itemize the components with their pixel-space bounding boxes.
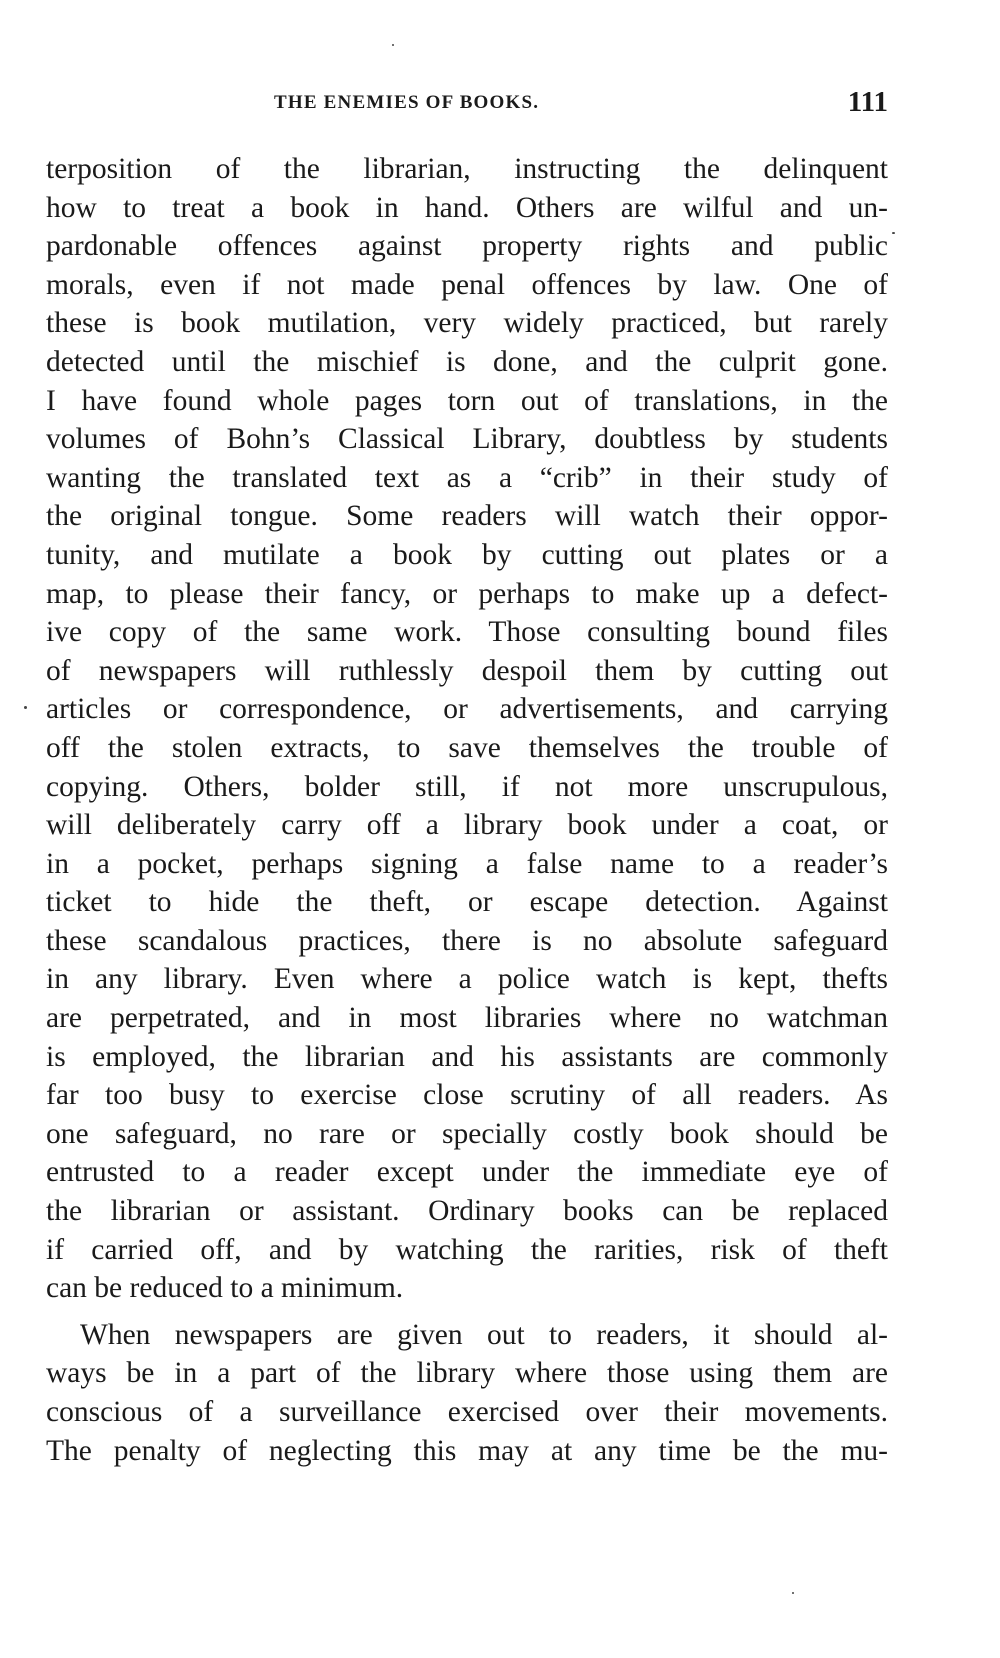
text-line: are perpetrated, and in most libraries where no watchman: [46, 1002, 888, 1035]
text-line: these is book mutilation, very widely practiced, but rarely: [46, 307, 888, 340]
text-line: map, to please their fancy, or perhaps to make up a defect-: [46, 577, 888, 610]
text-line: wanting the translated text as a “crib” in their study of: [46, 461, 888, 494]
text-line: I have found whole pages torn out of translations, in the: [46, 384, 888, 417]
page-number: 111: [847, 86, 888, 118]
text-line: ive copy of the same work. Those consulting bound files: [46, 616, 888, 649]
text-line: the librarian or assistant. Ordinary books can be replaced: [46, 1195, 888, 1228]
text-line: the original tongue. Some readers will watch their oppor-: [46, 500, 888, 533]
text-line: conscious of a surveillance exercised over their movements.: [46, 1396, 888, 1428]
text-line: morals, even if not made penal offences by law. One of: [46, 268, 888, 301]
text-line: how to treat a book in hand. Others are wilful and un-: [46, 191, 888, 224]
text-line: copying. Others, bolder still, if not more unscrupulous,: [46, 770, 888, 803]
text-line: in any library. Even where a police watch is kept, thefts: [46, 963, 888, 996]
text-line: tunity, and mutilate a book by cutting out plates or a: [46, 538, 888, 571]
text-line: pardonable offences against property rights and public: [46, 230, 888, 263]
text-line: entrusted to a reader except under the immediate eye of: [46, 1156, 888, 1189]
text-line: volumes of Bohn’s Classical Library, doubtless by students: [46, 423, 888, 456]
text-line: The penalty of neglecting this may at any time be the mu-: [46, 1434, 888, 1467]
text-line: far too busy to exercise close scrutiny of all readers. As: [46, 1079, 888, 1112]
text-line: ways be in a part of the library where those using them are: [46, 1357, 888, 1390]
text-line: When newspapers are given out to readers, it should al-: [80, 1318, 888, 1351]
text-line: can be reduced to a minimum.: [46, 1272, 404, 1305]
page-header: [46, 86, 888, 126]
text-line: one safeguard, no rare or specially costly book should be: [46, 1117, 888, 1150]
running-head: THE ENEMIES OF BOOKS.: [274, 92, 540, 113]
text-line: ticket to hide the theft, or escape detection. Against: [46, 886, 888, 919]
paragraph-1: [46, 150, 888, 1308]
text-line: detected until the mischief is done, and the culprit gone.: [46, 345, 888, 378]
paper-speck: [792, 1592, 794, 1594]
text-line: will deliberately carry off a library book under a coat, or: [46, 809, 888, 842]
text-line: terposition of the librarian, instructing the delinquent: [46, 153, 888, 185]
text-line: these scandalous practices, there is no absolute safeguard: [46, 924, 888, 957]
text-line: in a pocket, perhaps signing a false name to a reader’s: [46, 847, 888, 880]
text-line: articles or correspondence, or advertisements, and carrying: [46, 693, 888, 726]
paragraph-2: [46, 1316, 888, 1470]
paper-speck: [892, 232, 895, 234]
body-text: [46, 150, 888, 1470]
text-line: if carried off, and by watching the rarities, risk of theft: [46, 1233, 888, 1266]
text-line: of newspapers will ruthlessly despoil them by cutting out: [46, 654, 888, 687]
paper-speck: [392, 44, 394, 46]
paper-speck: [24, 706, 27, 709]
paragraph-gap: [46, 1308, 888, 1316]
text-line: off the stolen extracts, to save themselves the trouble of: [46, 731, 888, 764]
text-line: is employed, the librarian and his assistants are commonly: [46, 1040, 888, 1073]
